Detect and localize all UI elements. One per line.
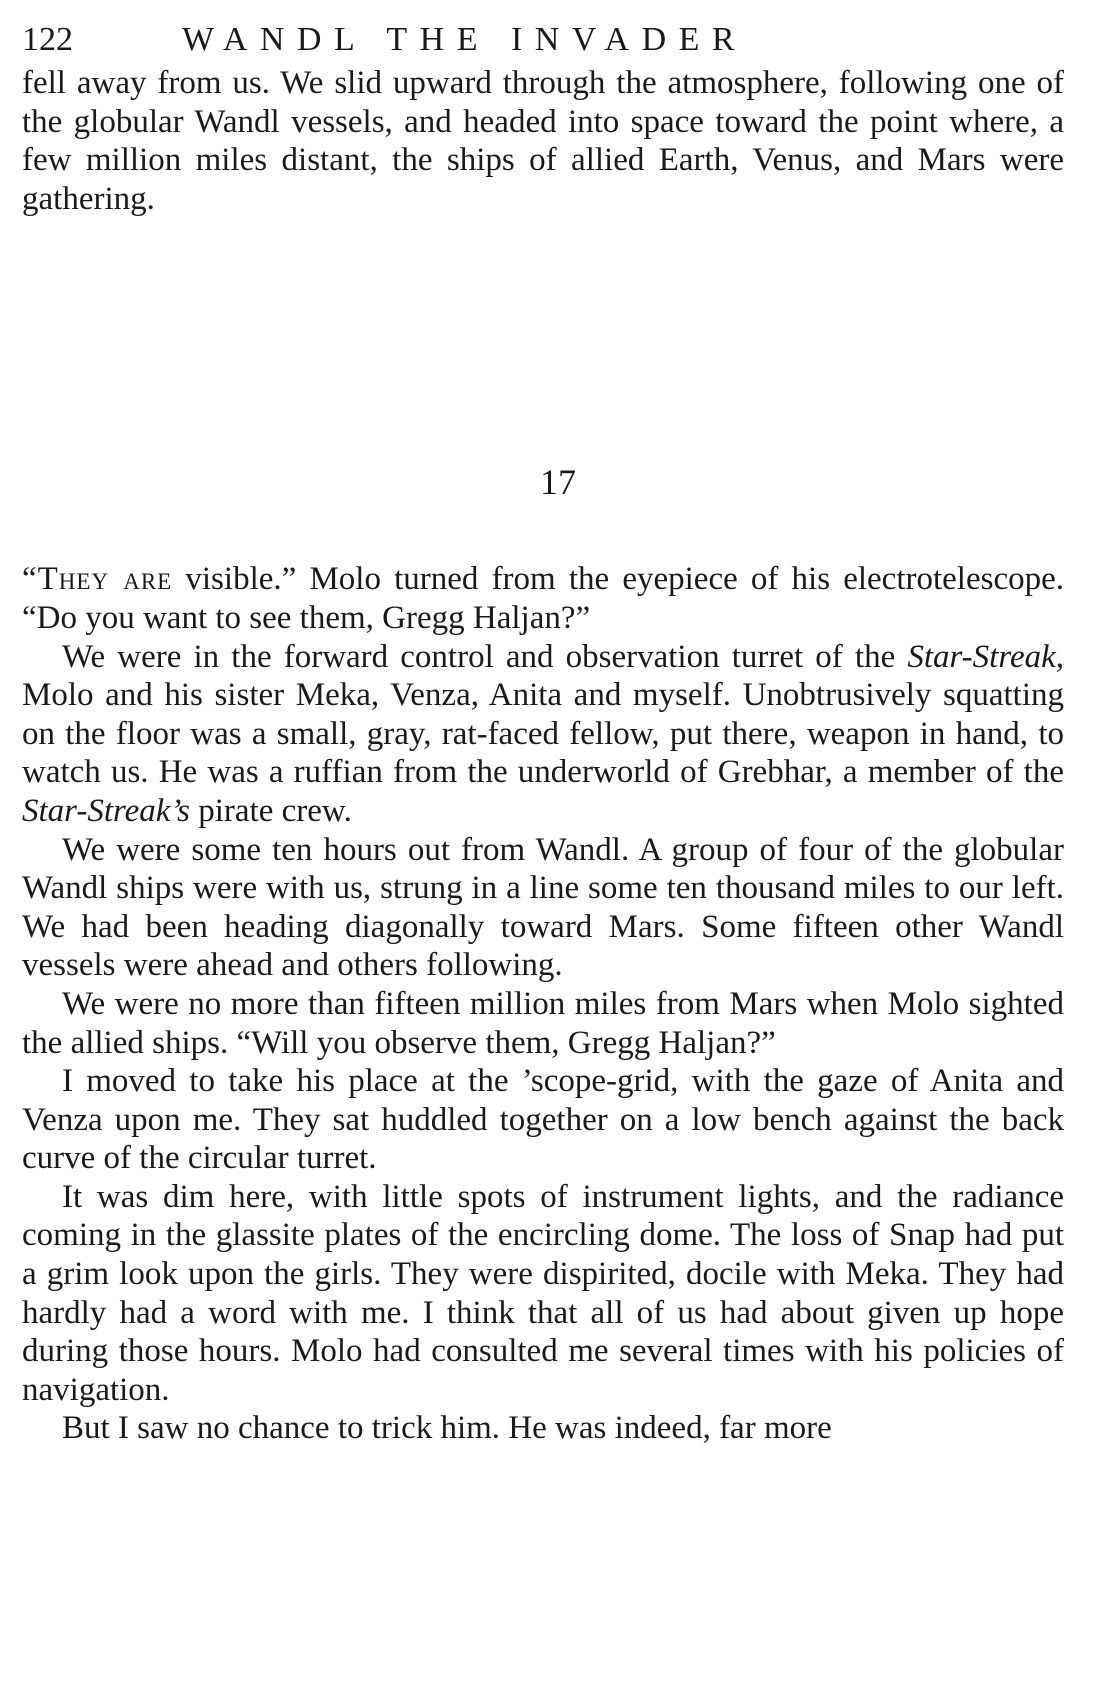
running-head bbox=[22, 16, 1064, 64]
paragraph-text: We were in the forward control and observation turret of the bbox=[62, 638, 908, 675]
paragraph-5: I moved to take his place at the ’scope-grid, with the gaze of Anita and Venza upon me. They sat huddled together on a low bench against the back curve of the circular turret. bbox=[22, 1063, 1064, 1177]
chapter-number: 17 bbox=[540, 462, 576, 503]
body-text bbox=[22, 64, 1064, 1448]
chapter-opening-small-caps: “They are bbox=[22, 561, 173, 598]
paragraph-7: But I saw no chance to trick him. He was indeed, far more bbox=[62, 1410, 832, 1447]
book-title: WANDL THE INVADER bbox=[182, 21, 748, 58]
paragraph-1 bbox=[22, 560, 1064, 637]
ship-name-italic: Star-Streak’s bbox=[22, 792, 190, 829]
book-page bbox=[22, 16, 1064, 1448]
paragraph-2 bbox=[22, 638, 1064, 831]
paragraph-6: It was dim here, with little spots of instrument lights, and the radiance coming in the glassite plates of the encircling dome. The loss of Snap had put a grim look upon the girls. They were dispirited, docile with Meka. They had hardly had a word with me. I think that all of us had about given up hope during those hours. Molo had consulted me several times with his policies of navigation. bbox=[22, 1178, 1064, 1408]
chapter-break-space bbox=[22, 506, 1064, 560]
chapter-break-space bbox=[22, 218, 1064, 458]
paragraph-text: pirate crew. bbox=[190, 792, 352, 829]
paragraph-text: visible.” Molo turned from the eyepiece of his electrotelescope. “Do you want to see them, Gregg Haljan?” bbox=[22, 561, 1064, 636]
paragraph-text: , Molo and his sister Meka, Venza, Anita and myself. Unobtrusively squatting on the floor was a small, gray, rat-faced fellow, put there, weapon in hand, to watch us. He was a ruffian from the underworld of Grebhar, a member of the bbox=[22, 638, 1064, 791]
page-number: 122 bbox=[22, 21, 73, 58]
paragraph-section-end: fell away from us. We slid upward through the atmosphere, following one of the globular Wandl vessels, and headed into space toward the point where, a few million miles distant, the ships of allied Earth, Venus, and Mars were gathering. bbox=[22, 65, 1064, 217]
ship-name-italic: Star-Streak bbox=[907, 638, 1056, 675]
paragraph-4: We were no more than fifteen million miles from Mars when Molo sighted the allied ships. “Will you observe them, Gregg Haljan?” bbox=[22, 985, 1064, 1061]
paragraph-3: We were some ten hours out from Wandl. A group of four of the globular Wandl ships were with us, strung in a line some ten thousand miles to our left. We had been heading diagonally toward Mars. Some fifteen other Wandl vessels were ahead and others following. bbox=[22, 831, 1064, 984]
